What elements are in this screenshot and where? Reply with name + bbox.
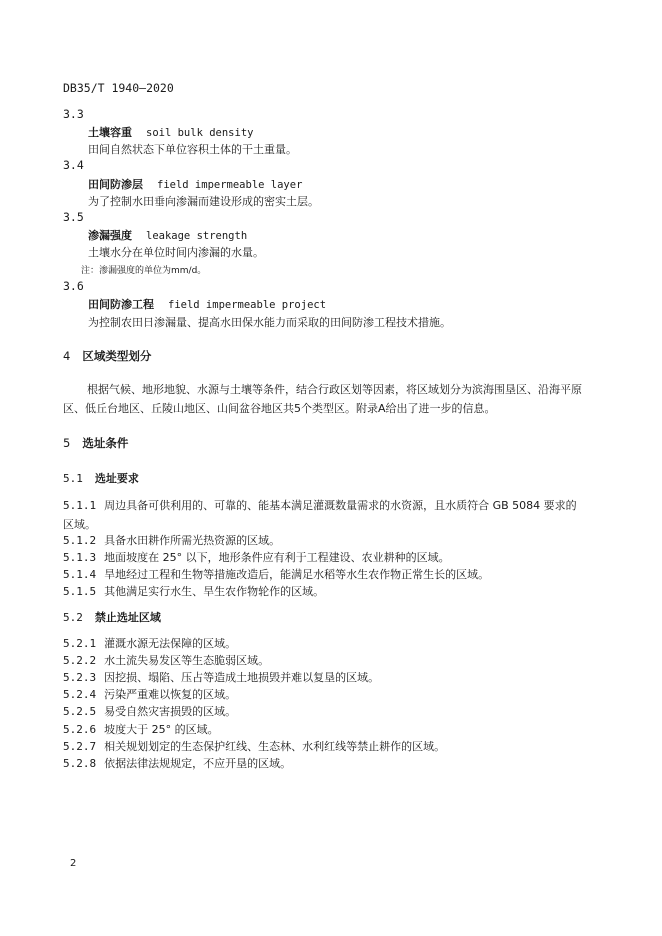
section-heading bbox=[63, 435, 128, 451]
term-zh: 土壤容重 bbox=[88, 126, 132, 139]
item-number: 5.2.2 bbox=[63, 654, 97, 667]
list-item bbox=[63, 635, 236, 651]
section-title: 区域类型划分 bbox=[82, 349, 152, 363]
page-number: 2 bbox=[70, 858, 77, 869]
list-item bbox=[63, 703, 236, 719]
term-zh: 田间防渗工程 bbox=[88, 298, 154, 311]
item-number: 5.2.8 bbox=[63, 757, 97, 770]
section-title: 选址条件 bbox=[82, 436, 129, 450]
subsection-title: 选址要求 bbox=[94, 472, 139, 485]
list-item bbox=[63, 755, 291, 771]
list-item bbox=[63, 738, 445, 754]
list-item bbox=[63, 652, 269, 668]
item-text: 因挖损、塌陷、压占等造成土地损毁并难以复垦的区域。 bbox=[104, 671, 380, 684]
list-item bbox=[63, 669, 379, 685]
subsection-heading bbox=[63, 609, 161, 625]
list-item bbox=[63, 686, 236, 702]
item-text: 依据法律法规规定，不应开垦的区域。 bbox=[104, 757, 292, 770]
term-definition: 为控制农田日渗漏量、提高水田保水能力而采取的田间防渗工程技术措施。 bbox=[88, 316, 451, 329]
term-zh: 渗漏强度 bbox=[88, 229, 132, 242]
item-number: 5.2.7 bbox=[63, 740, 97, 753]
term-number: 3.6 bbox=[63, 279, 84, 293]
term-title bbox=[88, 296, 326, 312]
list-item bbox=[63, 549, 450, 565]
item-number: 5.2.6 bbox=[63, 723, 97, 736]
item-text: 周边具备可供利用的、可靠的、能基本满足灌溉数量需求的水资源，且水质符合 GB 5084 要求的区域。 bbox=[63, 499, 577, 531]
term-title bbox=[88, 176, 302, 192]
term-zh: 田间防渗层 bbox=[88, 178, 143, 191]
term-en: field impermeable project bbox=[168, 299, 327, 311]
section-number: 5 bbox=[63, 436, 71, 450]
list-item bbox=[63, 721, 219, 737]
item-text: 易受自然灾害损毁的区域。 bbox=[104, 705, 237, 718]
subsection-number: 5.2 bbox=[63, 611, 83, 624]
item-number: 5.2.5 bbox=[63, 705, 97, 718]
item-number: 5.1.1 bbox=[63, 499, 97, 512]
subsection-heading bbox=[63, 470, 139, 486]
term-number: 3.3 bbox=[63, 107, 84, 121]
item-text: 地面坡度在 25° 以下，地形条件应有利于工程建设、农业耕种的区域。 bbox=[104, 551, 450, 564]
item-number: 5.2.1 bbox=[63, 637, 97, 650]
section-heading bbox=[63, 348, 151, 364]
item-text: 灌溉水源无法保障的区域。 bbox=[104, 637, 237, 650]
term-definition: 土壤水分在单位时间内渗漏的水量。 bbox=[88, 246, 264, 259]
term-number: 3.5 bbox=[63, 210, 84, 224]
item-number: 5.1.4 bbox=[63, 568, 97, 581]
term-definition: 为了控制水田垂向渗漏而建设形成的密实土层。 bbox=[88, 195, 319, 208]
term-en: soil bulk density bbox=[146, 127, 254, 139]
item-text: 污染严重难以恢复的区域。 bbox=[104, 688, 237, 701]
item-number: 5.2.3 bbox=[63, 671, 97, 684]
list-item bbox=[63, 583, 324, 599]
item-number: 5.2.4 bbox=[63, 688, 97, 701]
list-item bbox=[63, 496, 585, 534]
subsection-number: 5.1 bbox=[63, 472, 83, 485]
term-title bbox=[88, 227, 247, 243]
item-text: 相关规划划定的生态保护红线、生态林、水利红线等禁止耕作的区域。 bbox=[104, 740, 446, 753]
item-text: 具备水田耕作所需光热资源的区域。 bbox=[104, 534, 281, 547]
document-code: DB35/T 1940—2020 bbox=[63, 81, 174, 95]
item-number: 5.1.3 bbox=[63, 551, 97, 564]
term-number: 3.4 bbox=[63, 158, 84, 172]
section-number: 4 bbox=[63, 349, 71, 363]
subsection-title: 禁止选址区域 bbox=[94, 611, 161, 624]
item-text: 水土流失易发区等生态脆弱区域。 bbox=[104, 654, 270, 667]
term-en: leakage strength bbox=[146, 230, 248, 242]
section-paragraph: 根据气候、地形地貌、水源与土壤等条件，结合行政区划等因素，将区域划分为滨海围垦区、沿海平原区、低丘台地区、丘陵山地区、山间盆谷地区共5个类型区。附录A给出了进一步的信息。 bbox=[63, 383, 582, 415]
item-text: 其他满足实行水生、旱生农作物轮作的区域。 bbox=[104, 585, 325, 598]
list-item bbox=[63, 566, 489, 582]
term-definition: 田间自然状态下单位容积土体的干土重量。 bbox=[88, 143, 297, 156]
item-text: 坡度大于 25° 的区域。 bbox=[104, 723, 219, 736]
term-en: field impermeable layer bbox=[157, 179, 303, 191]
list-item bbox=[63, 532, 280, 548]
term-note: 注：渗漏强度的单位为mm/d。 bbox=[81, 266, 207, 276]
item-number: 5.1.5 bbox=[63, 585, 97, 598]
term-title bbox=[88, 124, 253, 140]
item-text: 旱地经过工程和生物等措施改造后，能满足水稻等水生农作物正常生长的区域。 bbox=[104, 568, 490, 581]
item-number: 5.1.2 bbox=[63, 534, 97, 547]
